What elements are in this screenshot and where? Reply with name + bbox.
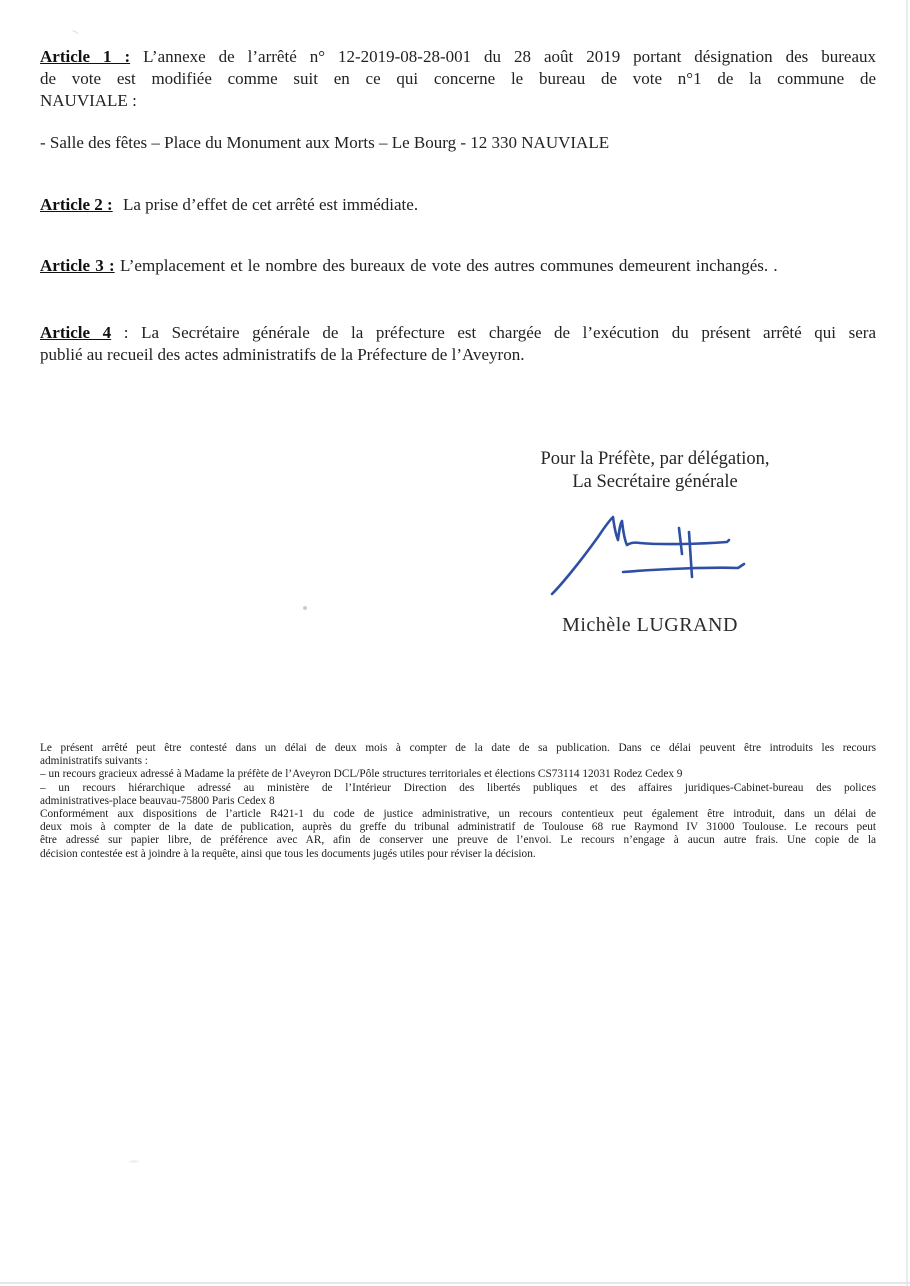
article-1-text: L’annexe de l’arrêté n° 12-2019-08-28-001 du 28 août 2019 portant désignation des bureaux	[143, 47, 877, 66]
scan-artifact-dot	[303, 606, 307, 610]
signature-heading	[455, 448, 855, 494]
footer-line: Le présent arrêté peut être contesté dans un délai de deux mois à compter de la date de sa publication. Dans ce délai peuvent être introduits les recours	[40, 742, 876, 754]
footer-line: – un recours gracieux adressé à Madame la préfète de l’Aveyron DCL/Pôle structures territoriales et élections CS73114 12031 Rodez Cedex 9	[40, 768, 683, 781]
article-3-text: L’emplacement et le nombre des bureaux de vote des autres communes demeurent inchangés. .	[119, 256, 778, 275]
signatory-name: Michèle LUGRAND	[562, 614, 738, 636]
article-4-line-2: publié au recueil des actes administratifs de la Préfecture de l’Aveyron.	[40, 345, 525, 364]
footer-line: Conformément aux dispositions de l’article R421-1 du code de justice administrative, un recours contentieux peut également être introduit, dans un délai de	[40, 808, 876, 821]
article-2-label: Article 2 :	[40, 195, 113, 214]
footer-line: deux mois à compter de la date de publication, auprès du greffe du tribunal administratif de Toulouse 68 rue Raymond IV 31000 Toulouse. Le recours peut	[40, 821, 876, 834]
scan-edge-right	[906, 0, 908, 1286]
polling-place-line: - Salle des fêtes – Place du Monument aux Morts – Le Bourg - 12 330 NAUVIALE	[40, 133, 610, 152]
footer-line: décision contestée est à joindre à la requête, ainsi que tous les documents jugés utiles pour réviser la décision.	[40, 847, 536, 860]
article-2-paragraph	[40, 194, 876, 216]
article-4-text: : La Secrétaire générale de la préfecture est chargée de l’exécution du présent arrêté qui sera	[123, 323, 877, 342]
footer-line: être adressé sur papier libre, de préférence avec AR, afin de conserver une preuve de l’envoi. Le recours n’engage à aucun autre frais. Une copie de la	[40, 834, 876, 847]
article-1-paragraph	[40, 46, 876, 112]
legal-notice	[40, 742, 876, 861]
article-1-line-1	[40, 46, 876, 68]
footer-line: – un recours hiérarchique adressé au ministère de l’Intérieur Direction des libertés publiques et des affaires juridiques-Cabinet-bureau des polices	[40, 781, 876, 794]
scan-artifact-smudge	[129, 1160, 139, 1163]
article-1-line-2: de vote est modifiée comme suit en ce qui concerne le bureau de vote n°1 de la commune de	[40, 69, 876, 88]
footer-line: administratifs suivants :	[40, 755, 148, 768]
article-3-label: Article 3 :	[40, 256, 115, 275]
article-3-paragraph	[40, 255, 876, 277]
signature-heading-line-2: La Secrétaire générale	[572, 472, 738, 492]
footer-line: administratives-place beauvau-75800 Paris Cedex 8	[40, 794, 275, 807]
article-4-paragraph	[40, 322, 876, 366]
scan-edge-bottom	[0, 1282, 910, 1284]
article-4-label: Article 4	[40, 323, 112, 342]
article-1-line-3: NAUVIALE :	[40, 91, 137, 110]
handwritten-signature-ink	[540, 492, 760, 602]
scan-artifact-mark	[70, 30, 79, 38]
signature-underline-stroke	[623, 564, 744, 572]
signature-heading-line-1: Pour la Préfète, par délégation,	[540, 449, 770, 469]
article-4-line-1	[40, 322, 876, 344]
article-2-text: La prise d’effet de cet arrêté est immédiate.	[122, 195, 419, 214]
signature-h-stroke-2	[689, 532, 692, 577]
signature-h-stroke-1	[679, 528, 682, 554]
signature-main-stroke	[552, 517, 729, 594]
article-1-label: Article 1 :	[40, 47, 131, 66]
